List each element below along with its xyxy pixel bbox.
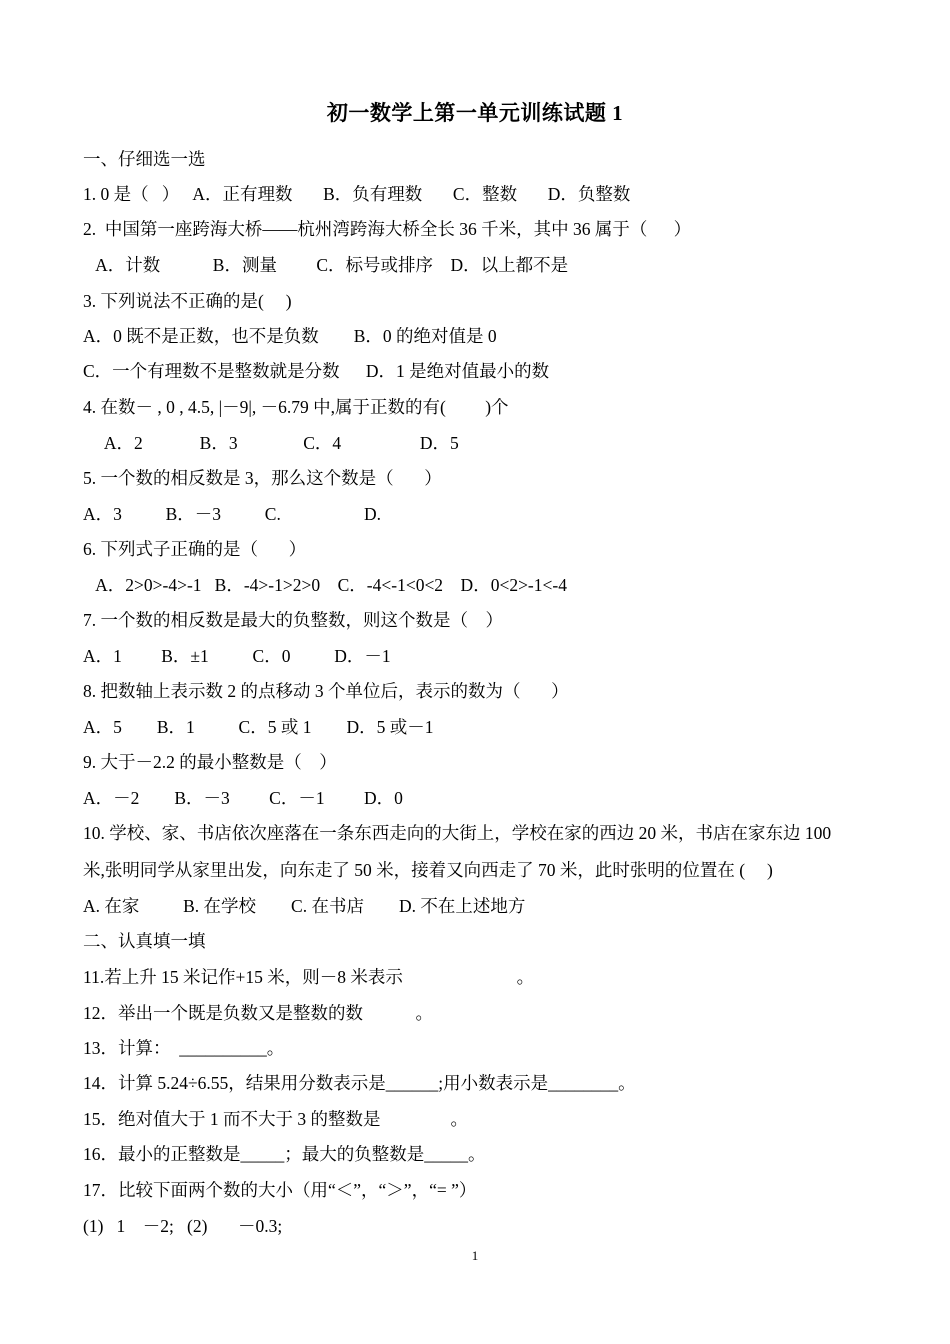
question-1: 1. 0 是（ ） A．正有理数 B．负有理数 C．整数 D．负整数 (83, 184, 631, 204)
question-17-parts: (1) 1 －2; (2) －0.3; (83, 1216, 283, 1236)
question-8-options: A．5 B．1 C．5 或 1 D．5 或－1 (83, 717, 434, 737)
page-title: 初一数学上第一单元训练试题 1 (326, 101, 624, 125)
question-10-line-2: 米,张明同学从家里出发，向东走了 50 米，接着又向西走了 70 米，此时张明的位置在 ( ) (83, 860, 773, 880)
question-3: 3. 下列说法不正确的是( ) (83, 291, 292, 311)
question-10-options: A. 在家 B. 在学校 C. 在书店 D. 不在上述地方 (83, 896, 526, 916)
section-heading-fill: 二、认真填一填 (83, 931, 206, 951)
question-15: 15．绝对值大于 1 而不大于 3 的整数是 。 (83, 1109, 468, 1129)
question-5: 5. 一个数的相反数是 3，那么这个数是（ ） (83, 468, 442, 488)
question-7-options: A．1 B．±1 C．0 D．－1 (83, 646, 391, 666)
question-2-options: A．计数 B．测量 C．标号或排序 D．以上都不是 (83, 255, 569, 275)
section-heading-choice: 一、仔细选一选 (83, 149, 206, 169)
question-13: 13．计算： __________。 (83, 1038, 285, 1058)
question-4: 4. 在数－ , 0 , 4.5, |－9|, －6.79 中,属于正数的有( )个 (83, 397, 509, 417)
question-9-options: A．－2 B．－3 C．－1 D．0 (83, 788, 403, 808)
question-16: 16．最小的正整数是_____；最大的负整数是_____。 (83, 1144, 486, 1164)
question-11: 11.若上升 15 米记作+15 米，则－8 米表示 。 (83, 967, 535, 987)
question-14: 14．计算 5.24÷6.55，结果用分数表示是______;用小数表示是________。 (83, 1073, 636, 1093)
question-4-options: A．2 B．3 C．4 D．5 (83, 433, 459, 453)
question-2: 2. 中国第一座跨海大桥——杭州湾跨海大桥全长 36 千米，其中 36 属于（ ） (83, 219, 692, 239)
question-3-options-cd: C．一个有理数不是整数就是分数 D．1 是绝对值最小的数 (83, 361, 550, 381)
question-10-line-1: 10. 学校、家、书店依次座落在一条东西走向的大街上，学校在家的西边 20 米，书店在家东边 100 (83, 823, 832, 843)
question-9: 9. 大于－2.2 的最小整数是（ ） (83, 752, 337, 772)
question-6: 6. 下列式子正确的是（ ） (83, 539, 307, 559)
question-12: 12．举出一个既是负数又是整数的数 。 (83, 1003, 433, 1023)
question-3-options-ab: A．0 既不是正数，也不是负数 B．0 的绝对值是 0 (83, 326, 497, 346)
page-number: 1 (471, 1248, 479, 1263)
question-8: 8. 把数轴上表示数 2 的点移动 3 个单位后，表示的数为（ ） (83, 681, 569, 701)
question-6-options: A．2>0>-4>-1 B．-4>-1>2>0 C．-4<-1<0<2 D．0<2>-1<-4 (83, 575, 567, 595)
question-17: 17．比较下面两个数的大小（用“＜”，“＞”，“= ”） (83, 1180, 477, 1200)
question-5-options: A．3 B．－3 C. D. (83, 504, 381, 524)
question-7: 7. 一个数的相反数是最大的负整数，则这个数是（ ） (83, 610, 503, 630)
